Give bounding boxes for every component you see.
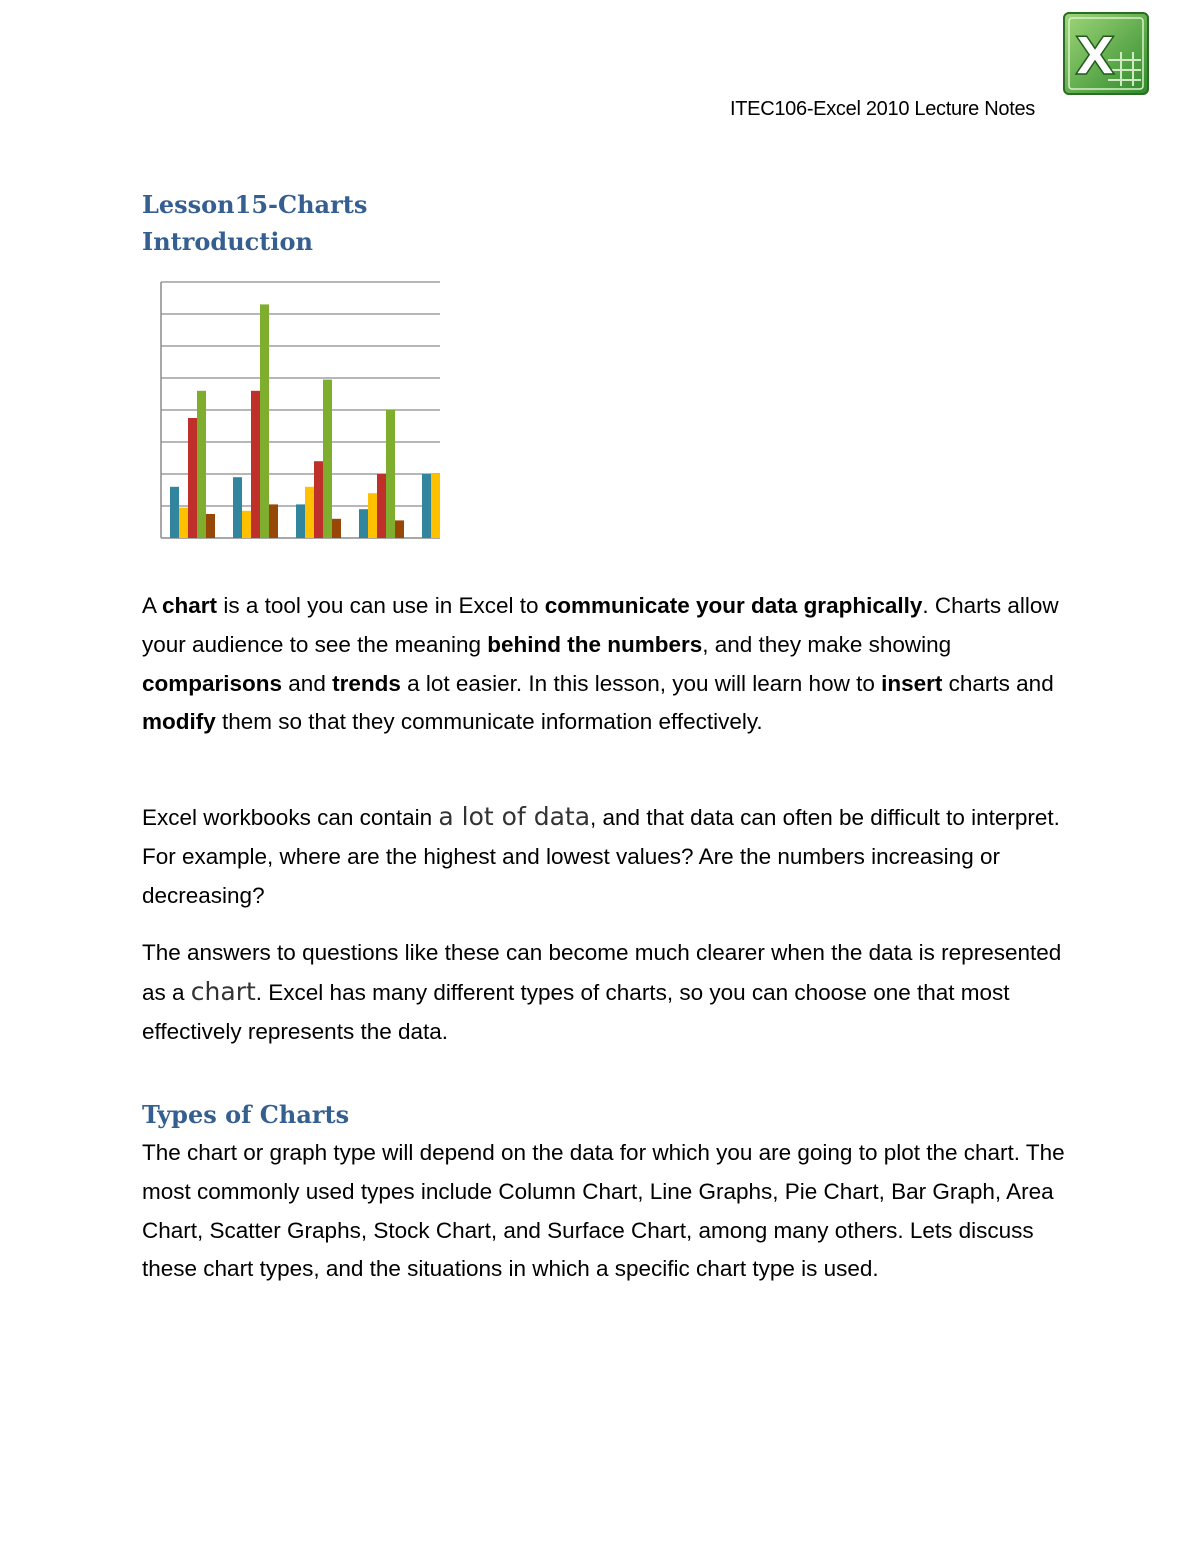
- emphasized-term: chart: [190, 976, 256, 1006]
- excel-logo-icon: [1063, 12, 1149, 95]
- intro-paragraph-3: [142, 934, 1072, 1051]
- chart-bar: [332, 519, 341, 538]
- column-chart: [158, 279, 440, 541]
- column-chart-svg: [158, 279, 440, 541]
- text-run: them so that they communicate information effectively.: [215, 709, 763, 735]
- introduction-heading: Introduction: [142, 227, 313, 256]
- text-run: , and that data can often be difficult to interpret. For example, where are the highest and lowest values? Are the numbers increasing or decreasing?: [142, 805, 1060, 908]
- chart-bar: [206, 514, 215, 538]
- chart-bar: [431, 474, 440, 538]
- chart-bar: [359, 509, 368, 538]
- bold-term: insert: [881, 670, 943, 696]
- intro-paragraph-1: [142, 587, 1072, 742]
- text-run: is a tool you can use in Excel to: [217, 593, 545, 618]
- chart-bar: [233, 477, 242, 538]
- chart-bar: [188, 418, 197, 538]
- chart-bar: [422, 474, 431, 538]
- text-run: Excel workbooks can contain: [142, 805, 439, 830]
- text-run: a lot easier. In this lesson, you will learn how to: [400, 670, 882, 696]
- chart-bar: [323, 380, 332, 538]
- lesson-title: Lesson15-Charts: [142, 190, 368, 219]
- chart-bar: [368, 493, 377, 538]
- chart-bar: [170, 487, 179, 538]
- text-run: charts and: [942, 670, 1054, 696]
- chart-bar: [242, 511, 251, 538]
- bold-term: trends: [332, 670, 401, 696]
- bold-term: communicate your data graphically: [544, 593, 923, 618]
- text-run: The chart or graph type will depend on the data for which you are going to plot the chart. The most commonly used types include Column Chart, Line Graphs, Pie Chart, Bar Graph, Area Chart, Scatter Graphs, Stock Chart, and Surface Chart, among many others. Lets discuss these chart types, and the situations in which a specific chart type is used.: [142, 1140, 1065, 1282]
- text-run: and: [282, 670, 333, 696]
- chart-bar: [395, 520, 404, 538]
- bold-term: chart: [162, 593, 218, 618]
- bold-term: modify: [142, 709, 216, 735]
- chart-bar: [296, 504, 305, 538]
- chart-bar: [197, 391, 206, 538]
- chart-bar: [386, 410, 395, 538]
- text-run: The answers to questions like these can become much clearer when the data is represented as a: [142, 940, 1062, 1005]
- types-paragraph: [142, 1134, 1072, 1289]
- text-run: . Charts allow your audience to see the meaning: [142, 593, 1059, 657]
- chart-bar: [179, 508, 188, 538]
- bold-term: comparisons: [142, 670, 283, 696]
- document-header-title: ITEC106-Excel 2010 Lecture Notes: [730, 98, 1036, 120]
- chart-bar: [377, 474, 386, 538]
- text-run: , and they make showing: [702, 631, 952, 657]
- svg-text:X: X: [1075, 27, 1116, 87]
- text-run: . Excel has many different types of charts, so you can choose one that most effectively represents the data.: [142, 979, 1010, 1044]
- chart-bar: [314, 461, 323, 538]
- text-run: A: [142, 593, 163, 618]
- bold-term: behind the numbers: [487, 631, 703, 657]
- intro-paragraph-2: [142, 798, 1072, 915]
- chart-bar: [260, 304, 269, 538]
- types-of-charts-heading: Types of Charts: [142, 1100, 350, 1129]
- chart-bar: [269, 504, 278, 538]
- emphasized-term: a lot of data: [438, 802, 591, 831]
- chart-bar: [305, 487, 314, 538]
- chart-bar: [251, 391, 260, 538]
